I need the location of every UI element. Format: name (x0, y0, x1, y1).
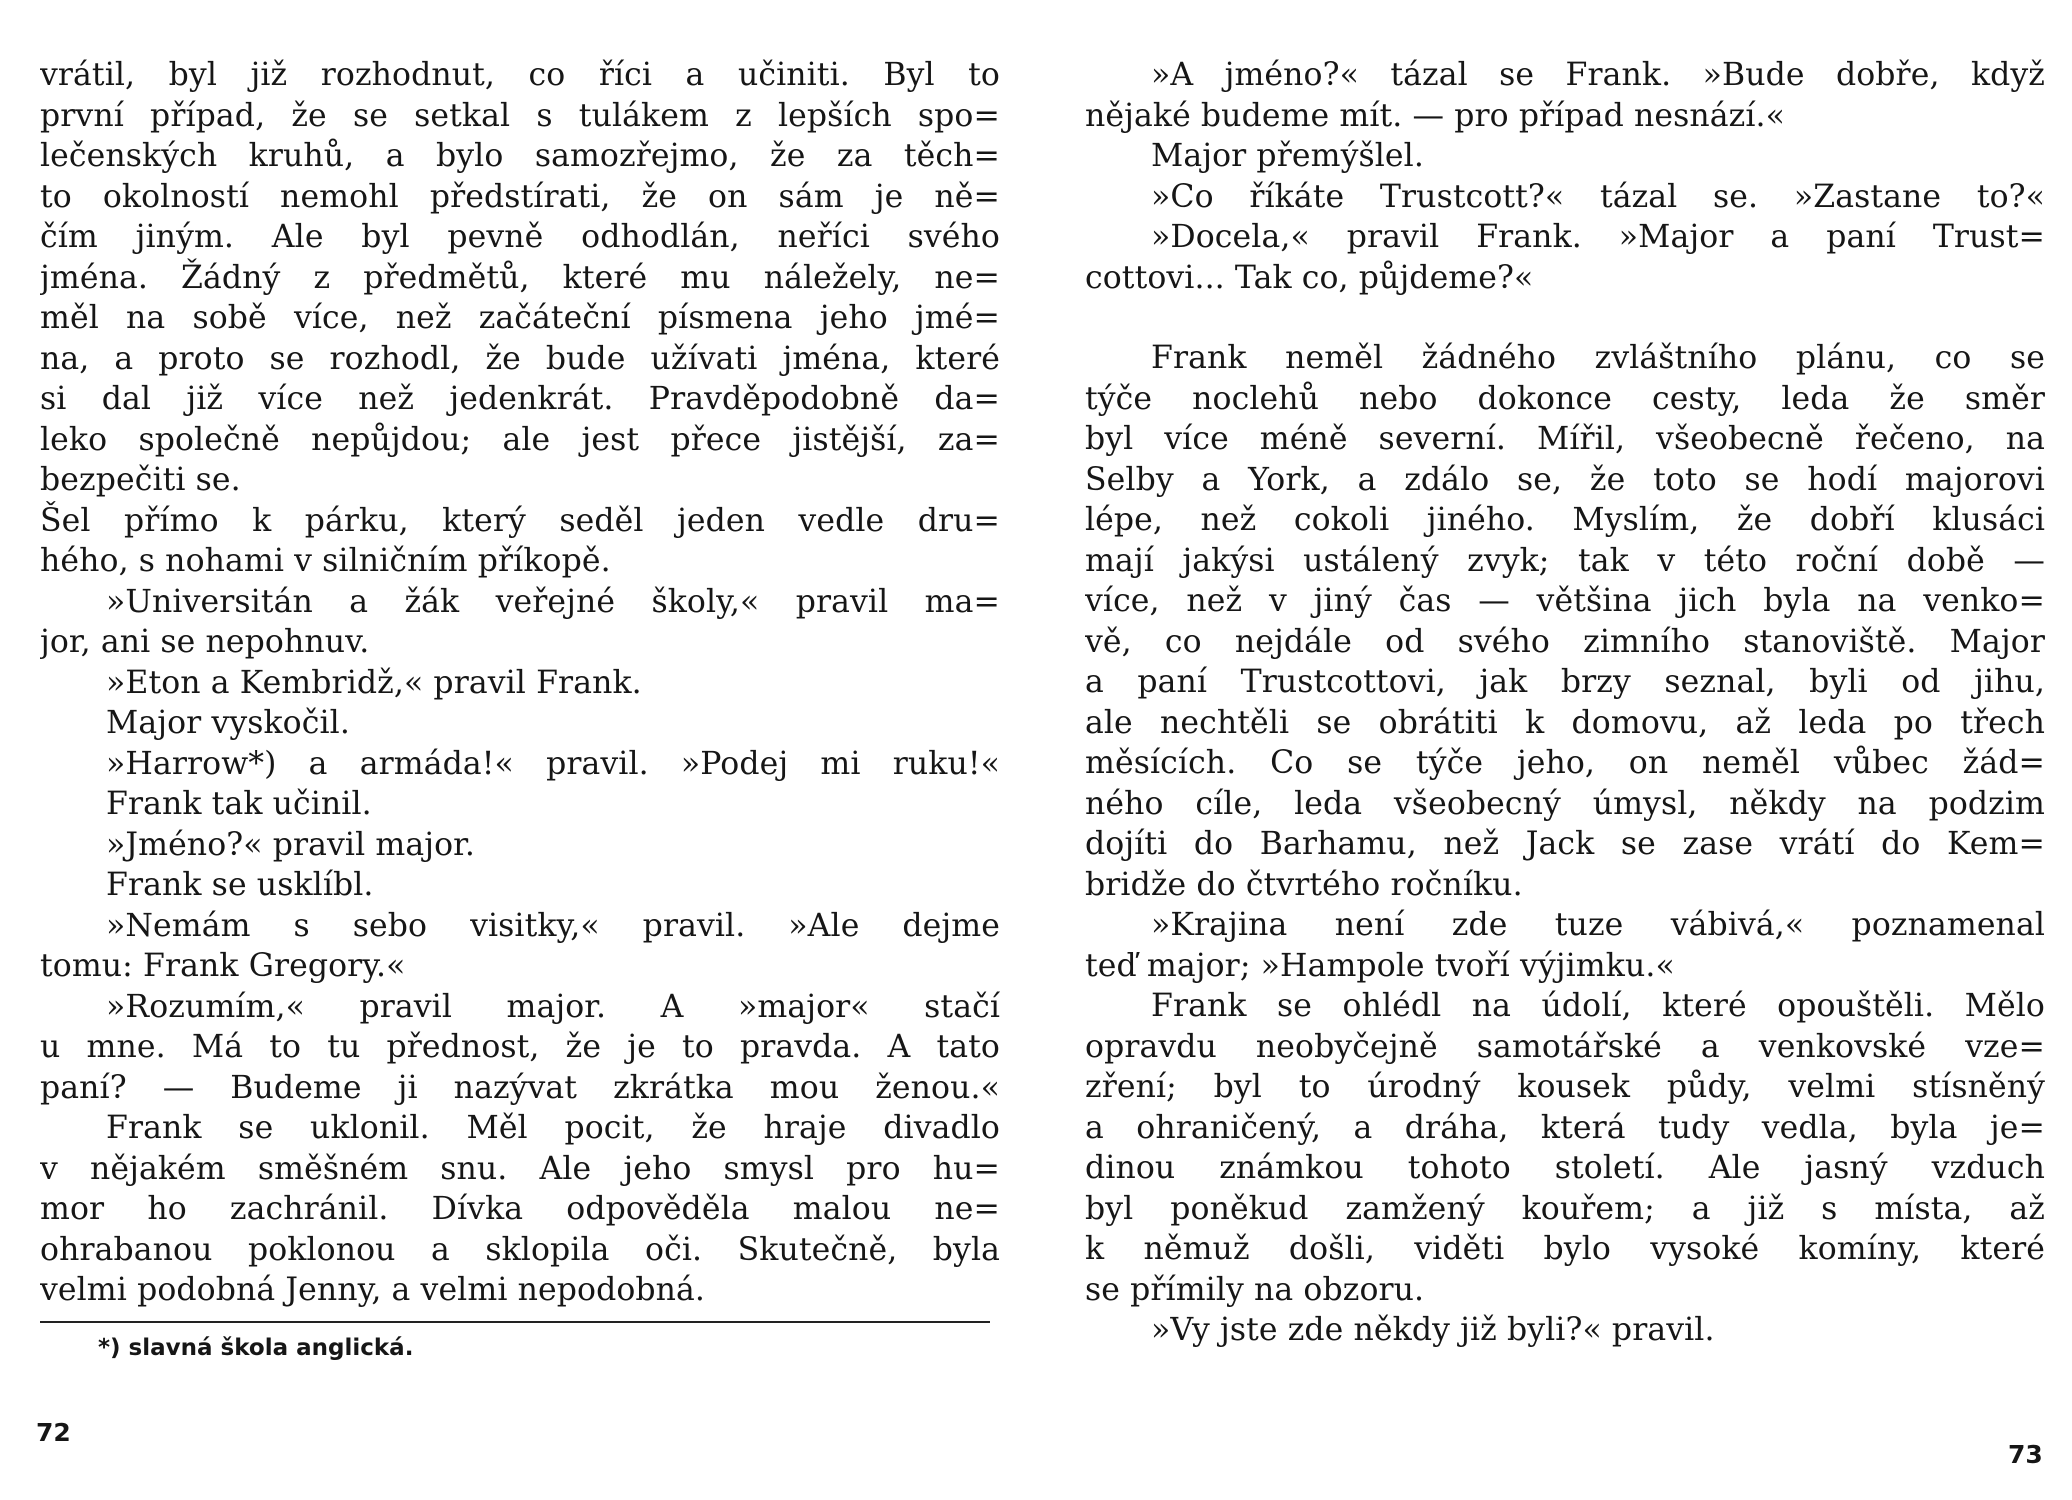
text-line: jor, ani se nepohnuv. (40, 624, 370, 660)
text-line: »Harrow*) a armáda!« pravil. »Podej mi ruku!« (106, 745, 1000, 782)
text-line: Frank se uklonil. Měl pocit, že hraje divadlo (106, 1110, 1000, 1146)
text-line: »Co říkáte Trustcott?« tázal se. »Zastane to?« (1151, 178, 2045, 215)
text-line: čím jiným. Ale byl pevně odhodlán, neříci svého (40, 219, 1000, 255)
text-line: a ohraničený, a dráha, která tudy vedla, byla je= (1085, 1109, 2045, 1146)
text-line: vě, co nejdále od svého zimního stanoviště. Major (1085, 623, 2045, 660)
text-line: se přímily na obzoru. (1085, 1271, 1425, 1308)
text-line: dojíti do Barhamu, než Jack se zase vrátí do Kem= (1085, 826, 2045, 862)
text-line: lečenských kruhů, a bylo samozřejmo, že za těch= (40, 138, 1000, 174)
text-line: »Jméno?« pravil major. (106, 826, 475, 863)
text-line: »A jméno?« tázal se Frank. »Bude dobře, když (1151, 57, 2045, 93)
text-line: měsících. Co se týče jeho, on neměl vůbec žád= (1085, 745, 2045, 781)
page-number-right: 73 (2008, 1440, 2043, 1469)
text-line: mor ho zachránil. Dívka odpověděla malou ne= (40, 1191, 1000, 1227)
text-line: opravdu neobyčejně samotářské a venkovské vze= (1085, 1028, 2045, 1065)
text-line: teď major; »Hampole tvoří výjimku.« (1085, 947, 1675, 984)
text-line: cottovi... Tak co, půjdeme?« (1085, 259, 1534, 296)
text-line: »Docela,« pravil Frank. »Major a paní Trust= (1151, 219, 2045, 255)
text-line: leko společně nepůjdou; ale jest přece jistější, za= (40, 421, 1000, 458)
text-line: více, než v jiný čas — většina jich byla na venko= (1085, 583, 2045, 619)
text-line: zření; byl to úrodný kousek půdy, velmi stísněný (1085, 1069, 2045, 1105)
text-line: v nějakém směšném snu. Ale jeho smysl pro hu= (40, 1150, 1000, 1187)
text-line: velmi podobná Jenny, a velmi nepodobná. (40, 1272, 706, 1308)
text-line: Frank neměl žádného zvláštního plánu, co se (1151, 340, 2045, 376)
text-line: »Nemám s sebo visitky,« pravil. »Ale dejme (106, 907, 1000, 944)
text-line: dinou známkou tohoto století. Ale jasný vzduch (1085, 1150, 2045, 1186)
text-line: Selby a York, a zdálo se, že toto se hodí majorovi (1085, 461, 2045, 498)
text-line: byl více méně severní. Mířil, všeobecně řečeno, na (1085, 421, 2045, 457)
text-line: »Rozumím,« pravil major. A »major« stačí (106, 988, 1000, 1025)
text-line: Šel přímo k párku, který seděl jeden vedle dru= (40, 502, 1000, 539)
footnote: *) slavná škola anglická. (98, 1335, 414, 1361)
text-line: u mne. Má to tu přednost, že je to pravda. A tato (40, 1029, 1000, 1065)
text-line: na, a proto se rozhodl, že bude užívati jména, které (40, 340, 1000, 377)
text-line: první případ, že se setkal s tulákem z lepších spo= (40, 97, 1000, 134)
text-line: mají jakýsi ustálený zvyk; tak v této roční době — (1085, 542, 2045, 579)
text-line: týče noclehů nebo dokonce cesty, leda že směr (1085, 380, 2045, 417)
text-line: měl na sobě více, než začáteční písmena jeho jmé= (40, 300, 1000, 336)
text-line: lépe, než cokoli jiného. Myslím, že dobří klusáci (1085, 502, 2045, 538)
text-line: hého, s nohami v silničním příkopě. (40, 543, 611, 579)
text-line: a paní Trustcottovi, jak brzy seznal, byli od jihu, (1085, 664, 2045, 700)
text-line: Major vyskočil. (106, 705, 350, 741)
text-line: paní? — Budeme ji nazývat zkrátka mou ženou.« (40, 1069, 1000, 1106)
section-break (1085, 298, 2045, 338)
text-line: si dal již více než jedenkrát. Pravděpodobně da= (40, 381, 1000, 417)
text-line: »Krajina není zde tuze vábivá,« poznamenal (1151, 907, 2045, 943)
right-page (1085, 55, 2045, 1351)
text-line: »Universitán a žák veřejné školy,« pravil ma= (106, 583, 1000, 620)
text-line: Frank se ohlédl na údolí, které opouštěli. Mělo (1151, 988, 2045, 1024)
text-line: ale nechtěli se obrátiti k domovu, až leda po třech (1085, 704, 2045, 741)
text-line: vrátil, byl již rozhodnut, co říci a učiniti. Byl to (40, 57, 1000, 93)
text-line: ného cíle, leda všeobecný úmysl, někdy na podzim (1085, 785, 2045, 822)
text-line: ohrabanou poklonou a sklopila oči. Skutečně, byla (40, 1231, 1000, 1268)
text-line: tomu: Frank Gregory.« (40, 948, 406, 984)
text-line: »Vy jste zde někdy již byli?« pravil. (1151, 1312, 1715, 1348)
footnote-rule (40, 1321, 990, 1323)
text-line: Major přemýšlel. (1151, 138, 1424, 174)
text-line: nějaké budeme mít. — pro případ nesnází.« (1085, 97, 1785, 134)
left-page (40, 55, 1000, 1311)
text-line: byl poněkud zamžený kouřem; a již s místa, až (1085, 1190, 2045, 1227)
text-line: Frank se usklíbl. (106, 867, 374, 903)
text-line: »Eton a Kembridž,« pravil Frank. (106, 664, 642, 701)
text-line: jména. Žádný z předmětů, které mu náležely, ne= (40, 259, 1000, 296)
page-number-left: 72 (36, 1418, 71, 1447)
text-line: bridže do čtvrtého ročníku. (1085, 866, 1523, 903)
text-line: Frank tak učinil. (106, 786, 372, 822)
text-line: to okolností nemohl předstírati, že on sám je ně= (40, 178, 1000, 215)
text-line: k němuž došli, viděti bylo vysoké komíny, které (1085, 1231, 2045, 1267)
text-line: bezpečiti se. (40, 462, 241, 498)
